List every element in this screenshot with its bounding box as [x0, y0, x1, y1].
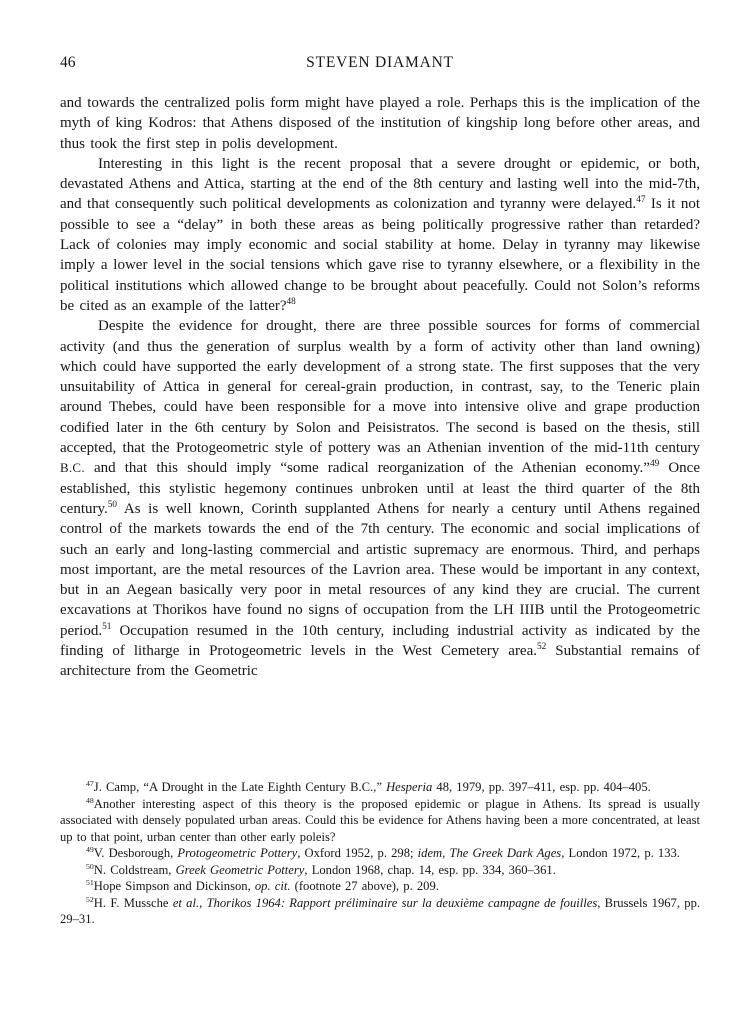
footnote-text: , London 1968, chap. 14, esp. pp. 334, 360–361. [304, 862, 556, 877]
footnote-ref-48: 48 [286, 296, 296, 307]
footnote-text: N. Coldstream, [93, 862, 176, 877]
footnote-number: 52 [86, 894, 94, 904]
footnote-text-italic: Protogeometric Pottery [177, 846, 298, 860]
footnote-text-italic: op. cit. [254, 879, 291, 893]
paragraph-text: Once established, this stylistic hegemony continues unbroken until at least the third quarter of the 8th century. [60, 460, 700, 517]
footnote-text: , London 1972, p. 133. [561, 846, 680, 860]
paragraph-text: As is well known, Corinth supplanted Athens for nearly a century until Athens regained control of the markets towards the end of the 7th century. The economic and social implications of such an early and long-lasting commercial and artistic supremacy are enormous. Third, and perhaps most important, are the metal resources of the Lavrion area. These would be important in any context, but in an Aegean basically very poor in metal resources of any kind they are crucial. The current excavations at Thorikos have found no signs of occupation from the LH IIIB until the Protogeometric period. [60, 500, 700, 639]
footnote-ref-52: 52 [537, 642, 547, 653]
footnote-text-italic: Hesperia [386, 780, 433, 794]
footnote-ref-51: 51 [102, 621, 112, 632]
footnote-text: Hope Simpson and Dickinson, [93, 879, 255, 893]
paragraph-2 [60, 154, 700, 316]
page-number: 46 [60, 54, 76, 71]
footnote-text: H. F. Mussche [93, 895, 173, 910]
footnotes-section [60, 779, 700, 928]
footnote-number: 51 [86, 877, 94, 887]
paragraph-text: and that this should imply “some radical reorganization of the Athenian economy.” [84, 460, 650, 477]
footnote-51 [60, 878, 700, 895]
footnote-48 [60, 796, 700, 846]
footnote-ref-50: 50 [107, 499, 118, 510]
paragraph-text: Interesting in this light is the recent proposal that a severe drought or epidemic, or both, devastated Athens and Attica, starting at the end of the 8th century and lasting well into the mid-7th, and that consequently such political developments as colonization and tyranny were delayed. [60, 155, 700, 213]
footnote-text: J. Camp, “A Drought in the Late Eighth Century B.C.,” [93, 780, 387, 794]
paragraph-text: Despite the evidence for drought, there are three possible sources for forms of commercial activity (and thus the generation of surplus wealth by a form of activity other than land owning) which could have supported the early development of a strong state. The first supposes that the very unsuitability of Attica in general for cereal-grain production, in contrast, say, to the Teneric plain around Thebes, could have been responsible for a move into intensive olive and grape production codified later in the 6th century by Solon and Peisistratos. The second is based on the thesis, still accepted, that the Protogeometric style of pottery was an Athenian invention of the mid-11th century [60, 318, 700, 457]
footnote-number: 48 [86, 795, 94, 805]
footnote-number: 47 [86, 778, 94, 788]
footnote-ref-49: 49 [649, 459, 660, 470]
footnote-text: Another interesting aspect of this theory is the proposed epidemic or plague in Athens. Its spread is usually associated with densely populated urban areas. Could this be evidence for Athens having been a more concentrated, at least up to that point, urban center than other early poleis? [60, 796, 700, 844]
footnote-number: 49 [86, 844, 94, 854]
footnote-text-italic: idem [417, 846, 443, 860]
footnote-text: , Oxford 1952, p. 298; [297, 846, 418, 860]
footnote-number: 50 [86, 861, 94, 871]
footnote-text-italic: et al. [172, 895, 200, 910]
running-head: STEVEN DIAMANT [306, 54, 454, 71]
footnote-text-italic: Greek Geometric Pottery [175, 862, 305, 877]
footnote-text: , [442, 846, 450, 860]
paragraph-text: Substantial remains of architecture from the Geometric [60, 643, 700, 680]
paragraph-3 [60, 316, 700, 681]
footnote-text-italic: The Greek Dark Ages [449, 846, 562, 860]
footnote-49 [60, 845, 700, 862]
footnote-text: , Brussels 1967, pp. 29–31. [60, 895, 701, 926]
footnote-ref-47: 47 [636, 195, 646, 206]
footnote-text: (footnote 27 above), p. 209. [290, 879, 439, 893]
footnote-50 [60, 862, 700, 879]
smallcaps-bc: B.C. [60, 461, 85, 476]
page-header [60, 54, 700, 76]
paragraph-text: Occupation resumed in the 10th century, including industrial activity as indicated by the finding of litharge in Protogeometric levels in the West Cemetery area. [60, 622, 700, 660]
footnote-text: 48, 1979, pp. 397–411, esp. pp. 404–405. [432, 780, 651, 794]
paragraph-text: Is it not possible to see a “delay” in both these areas as being politically progressive rather than retarded? Lack of colonies may imply economic and social stability at home. Delay in tyranny may likewise imply a lower level in the social tensions which gave rise to tyranny elsewhere, or a flexibility in the political institutions which allowed change to be brought about peacefully. Could not Solon’s reforms be cited as an example of the latter? [60, 196, 700, 314]
footnote-text: V. Desborough, [93, 846, 178, 860]
footnote-text-italic: Thorikos 1964: Rapport préliminaire sur la deuxième campagne de fouilles [206, 895, 598, 910]
article-body [60, 93, 700, 682]
footnote-text: , [199, 895, 207, 910]
paragraph-1 [60, 93, 700, 154]
footnote-52 [60, 895, 700, 928]
footnote-47 [60, 779, 700, 796]
paragraph-text: and towards the centralized polis form might have played a role. Perhaps this is the implication of the myth of king Kodros: that Athens disposed of the institution of kingship long before other areas, and thus took the first step in polis development. [60, 95, 700, 152]
